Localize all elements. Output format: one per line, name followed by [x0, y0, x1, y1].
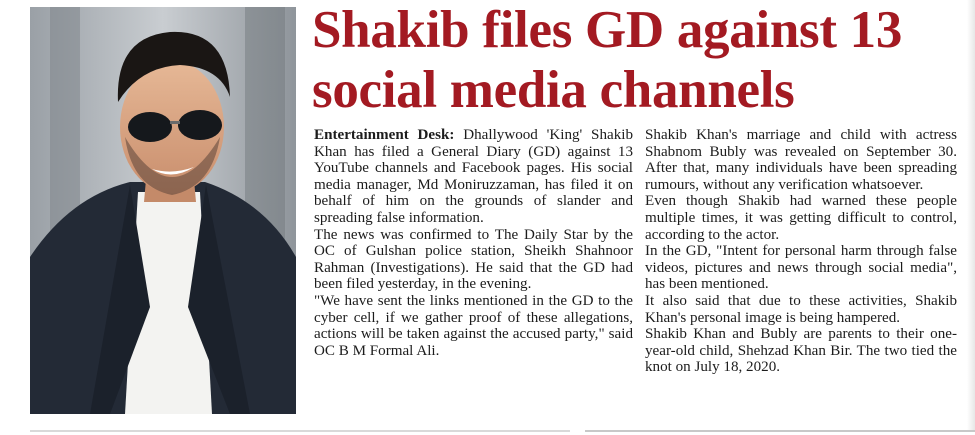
paragraph: "We have sent the links mentioned in the GD to the cyber cell, if we gather proof of these allegations, actions will be taken against the accused party," said OC B M Formal Ali.: [314, 292, 633, 359]
paragraph: [314, 127, 633, 227]
paragraph: In the GD, "Intent for personal harm through false videos, pictures and news through social media", has been mentioned.: [645, 243, 957, 293]
headline: [312, 0, 962, 120]
paragraph-text: Dhallywood 'King' Shakib Khan has filed a General Diary (GD) against 13 YouTube channels and Facebook pages. His social media manager, Md Moniruzzaman, has filed it on behalf of him on the grounds of slander and spreading false information.: [314, 127, 633, 226]
paragraph: Shakib Khan's marriage and child with actress Shabnom Bubly was revealed on September 30. After that, many individuals have been spreading rumours, without any verification whatsoever.: [645, 127, 957, 193]
page-edge: [967, 0, 975, 430]
headline-line-2: social media channels: [312, 61, 795, 119]
article-column-2: [645, 127, 957, 376]
paragraph: Even though Shakib had warned these people multiple times, it was getting difficult to control, according to the actor.: [645, 193, 957, 243]
desk-label: Entertainment Desk:: [314, 127, 455, 143]
divider-right: [585, 430, 975, 432]
portrait-illustration: [30, 7, 296, 414]
divider-left: [30, 430, 570, 432]
article-column-1: [314, 127, 633, 359]
paragraph: The news was confirmed to The Daily Star by the OC of Gulshan police station, Sheikh Shahnoor Rahman (Investigations). He said that the GD had been filed yesterday, in the evening.: [314, 226, 633, 293]
headline-line-1: Shakib files GD against 13: [312, 1, 903, 59]
article-photo: [30, 7, 296, 414]
paragraph: It also said that due to these activities, Shakib Khan's personal image is being hampered.: [645, 292, 957, 326]
paragraph: Shakib Khan and Bubly are parents to their one-year-old child, Shehzad Khan Bir. The two tied the knot on July 18, 2020.: [645, 326, 957, 376]
